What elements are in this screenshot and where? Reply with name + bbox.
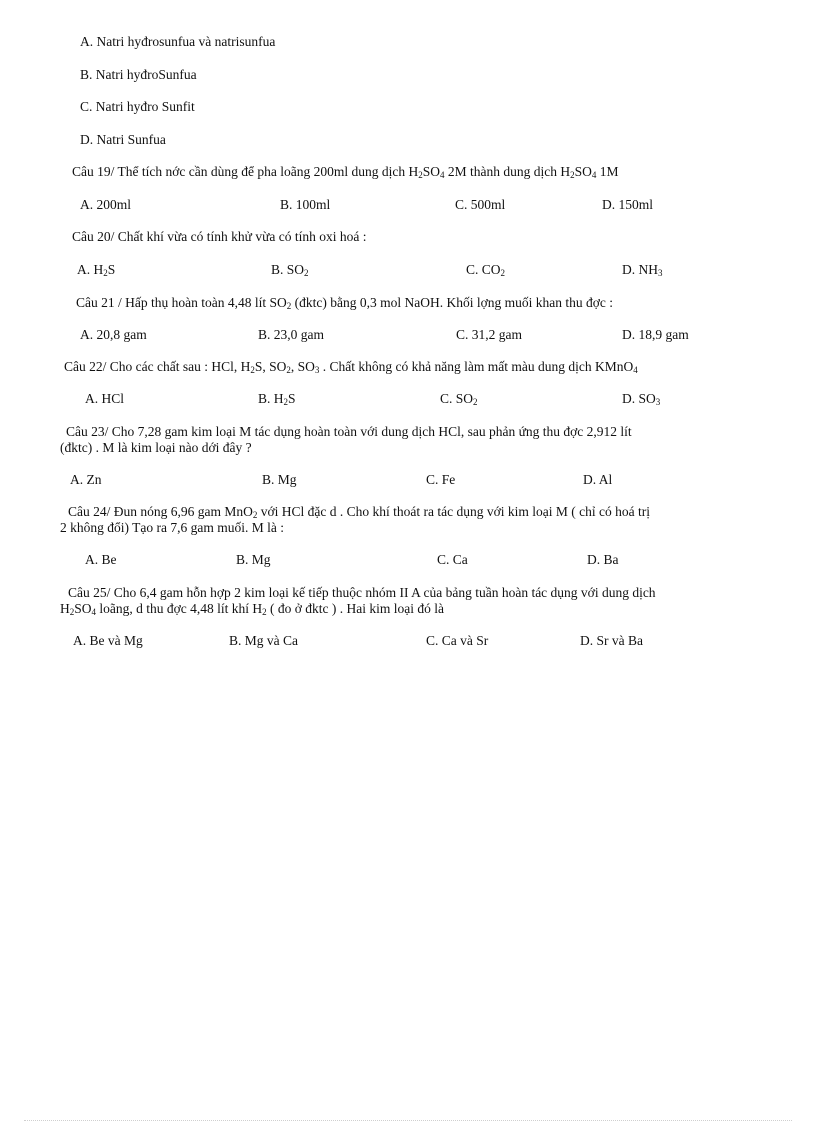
question-24-text-line-2: 2 không đổi) Tạo ra 7,6 gam muối. M là :: [60, 520, 284, 535]
question-19-option-a: A. 200ml: [80, 197, 132, 212]
question-24-option-c: C. Ca: [437, 552, 468, 567]
question-19-text: Câu 19/ Thể tích nớc cần dùng để pha loãng 200ml dung dịch $H_2SO_4$ 2M thành dung dịch $H_2SO_4$ 1M: [72, 164, 619, 180]
question-25-option-c: C. Ca và Sr: [426, 633, 489, 648]
question-20-text: Câu 20/ Chất khí vừa có tính khử vừa có tính oxi hoá :: [72, 229, 367, 244]
question-22-option-d: D. $SO_3$: [622, 391, 661, 407]
prev-option-b: B. Natri hyđroSunfua: [80, 67, 197, 82]
question-23-text-line-1: Câu 23/ Cho 7,28 gam kim loại M tác dụng hoàn toàn với dung dịch HCl, sau phản ứng thu đợc 2,912 lít: [66, 424, 632, 439]
question-19-option-c: C. 500ml: [455, 197, 506, 212]
question-24-option-d: D. Ba: [587, 552, 619, 567]
question-25-option-b: B. Mg và Ca: [229, 633, 298, 648]
question-23-option-d: D. Al: [583, 472, 613, 487]
question-22-text: Câu 22/ Cho các chất sau : HCl, $H_2S$, $SO_2$, $SO_3$ . Chất không có khả năng làm mất màu dung dịch KMnO$_4$: [64, 359, 638, 375]
question-24-option-a: A. Be: [85, 552, 117, 567]
question-22-option-b: B. $H_2S$: [258, 391, 296, 407]
question-21-option-d: D. 18,9 gam: [622, 327, 689, 342]
question-21-option-c: C. 31,2 gam: [456, 327, 522, 342]
prev-option-a: A. Natri hyđrosunfua và natrisunfua: [80, 34, 276, 49]
question-22-option-c: C. $SO_2$: [440, 391, 478, 407]
prev-option-d: D. Natri Sunfua: [80, 132, 166, 147]
question-24-text-line-1: Câu 24/ Đun nóng 6,96 gam MnO$_2$ với HCl đặc d . Cho khí thoát ra tác dụng với kim loại M ( chỉ có hoá trị: [68, 504, 650, 520]
question-21-option-a: A. 20,8 gam: [80, 327, 147, 342]
question-23-option-c: C. Fe: [426, 472, 456, 487]
prev-option-c: C. Natri hyđro Sunfit: [80, 99, 195, 114]
question-23-text-line-2: (đktc) . M là kim loại nào dới đây ?: [60, 440, 252, 455]
question-23-option-b: B. Mg: [262, 472, 297, 487]
question-20-option-a: A. $H_2S$: [77, 262, 116, 278]
question-25-option-a: A. Be và Mg: [73, 633, 143, 648]
question-24-option-b: B. Mg: [236, 552, 271, 567]
question-19-option-b: B. 100ml: [280, 197, 331, 212]
question-23-option-a: A. Zn: [70, 472, 102, 487]
question-20-option-d: D. $NH_3$: [622, 262, 663, 278]
question-25-text-line-2: $H_2SO_4$ loãng, d thu đợc 4,48 lít khí $H_2$ ( đo ở đktc ) . Hai kim loại đó là: [60, 601, 445, 617]
question-20-option-b: B. $SO_2$: [271, 262, 309, 278]
page-bottom-divider: [24, 1120, 792, 1121]
question-25-text-line-1: Câu 25/ Cho 6,4 gam hỗn hợp 2 kim loại kế tiếp thuộc nhóm II A của bảng tuần hoàn tác dụng với dung dịch: [68, 585, 656, 600]
question-22-option-a: A. HCl: [85, 391, 125, 406]
question-21-text: Câu 21 / Hấp thụ hoàn toàn 4,48 lít $SO_2$ (đktc) bằng 0,3 mol NaOH. Khối lợng muối khan thu đợc :: [76, 295, 613, 311]
question-20-option-c: C. $CO_2$: [466, 262, 506, 278]
question-19-option-d: D. 150ml: [602, 197, 654, 212]
question-21-option-b: B. 23,0 gam: [258, 327, 324, 342]
question-25-option-d: D. Sr và Ba: [580, 633, 643, 648]
